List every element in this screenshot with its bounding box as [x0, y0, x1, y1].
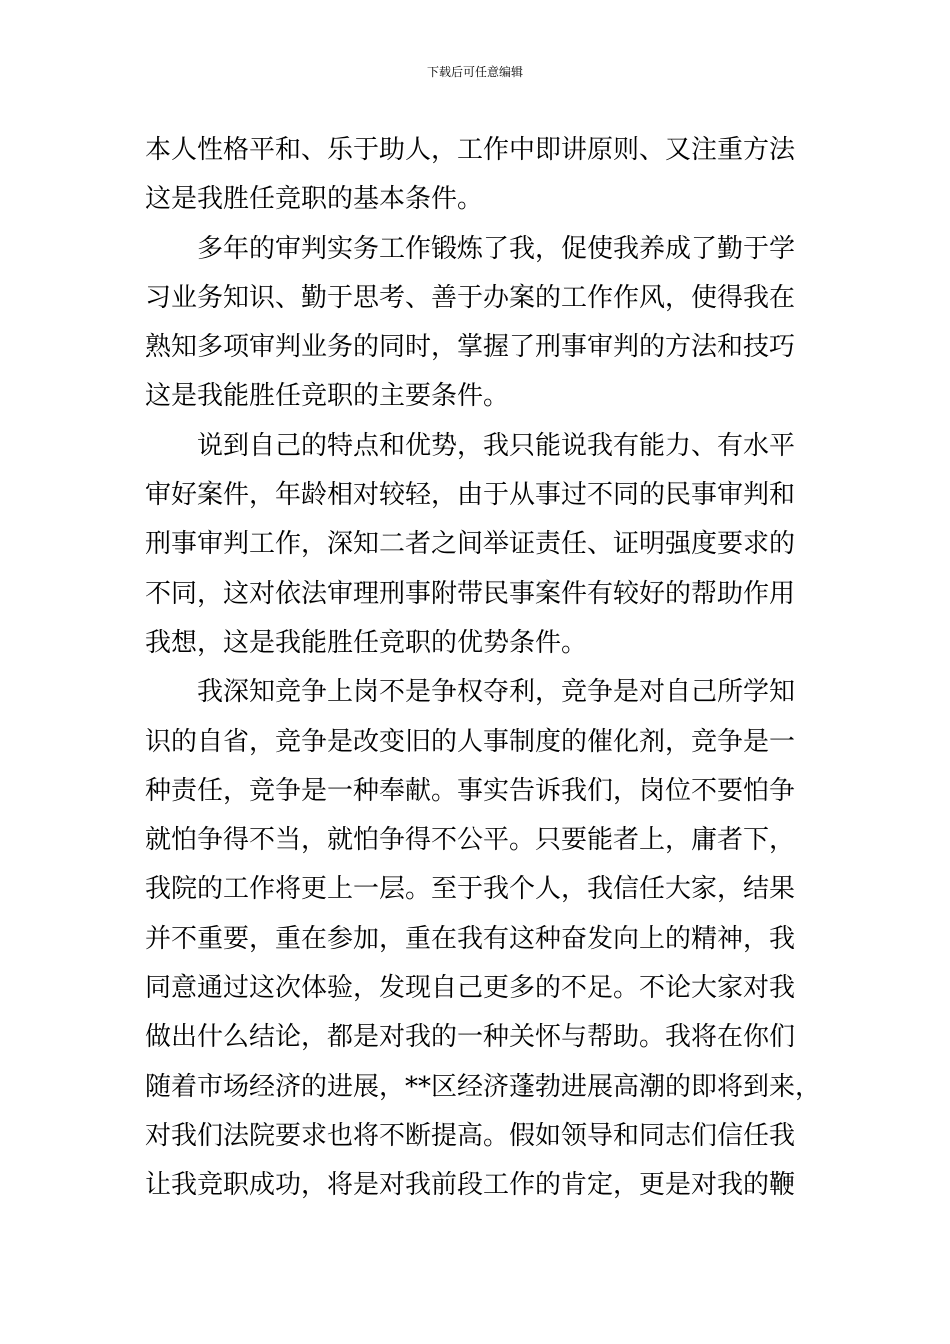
text-line: 审好案件，年龄相对较轻，由于从事过不同的民事审判和: [145, 480, 796, 511]
text-line: 做出什么结论，都是对我的一种关怀与帮助。我将在你们: [145, 1022, 796, 1053]
text-line: 多年的审判实务工作锻炼了我，促使我养成了勤于学: [197, 233, 796, 264]
text-line: 习业务知识、勤于思考、善于办案的工作作风，使得我在: [145, 282, 796, 313]
text-line: 说到自己的特点和优势，我只能说我有能力、有水平: [197, 430, 796, 461]
text-line: 就怕争得不当，就怕争得不公平。只要能者上，庸者下，: [145, 825, 796, 856]
text-line: 这是我能胜任竞职的主要条件。: [145, 381, 510, 412]
text-line: 我想，这是我能胜任竞职的优势条件。: [145, 627, 588, 658]
text-line: 我院的工作将更上一层。至于我个人，我信任大家，结果: [145, 874, 796, 905]
page-header: 下载后可任意编辑: [426, 65, 523, 79]
text-line: 随着市场经济的进展，**区经济蓬勃进展高潮的即将到来，: [145, 1071, 822, 1102]
text-line: 这是我胜任竞职的基本条件。: [145, 184, 484, 215]
text-line: 本人性格平和、乐于助人，工作中即讲原则、又注重方法: [145, 135, 796, 165]
text-line: 并不重要，重在参加，重在我有这种奋发向上的精神，我: [145, 923, 796, 954]
text-line: 不同，这对依法审理刑事附带民事案件有较好的帮助作用: [145, 578, 796, 609]
text-line: 让我竞职成功，将是对我前段工作的肯定，更是对我的鞭: [145, 1170, 796, 1201]
text-line: 对我们法院要求也将不断提高。假如领导和同志们信任我: [145, 1120, 796, 1151]
text-line: 熟知多项审判业务的同时，掌握了刑事审判的方法和技巧: [145, 332, 796, 363]
text-line: 我深知竞争上岗不是争权夺利，竞争是对自己所学知: [197, 677, 796, 708]
text-line: 种责任，竞争是一种奉献。事实告诉我们，岗位不要怕争: [145, 775, 796, 806]
body-text: [145, 126, 825, 1211]
text-line: 刑事审判工作，深知二者之间举证责任、证明强度要求的: [145, 529, 796, 560]
text-line: 同意通过这次体验，发现自己更多的不足。不论大家对我: [145, 973, 796, 1004]
text-line: 识的自省，竞争是改变旧的人事制度的催化剂，竞争是一: [145, 726, 796, 757]
